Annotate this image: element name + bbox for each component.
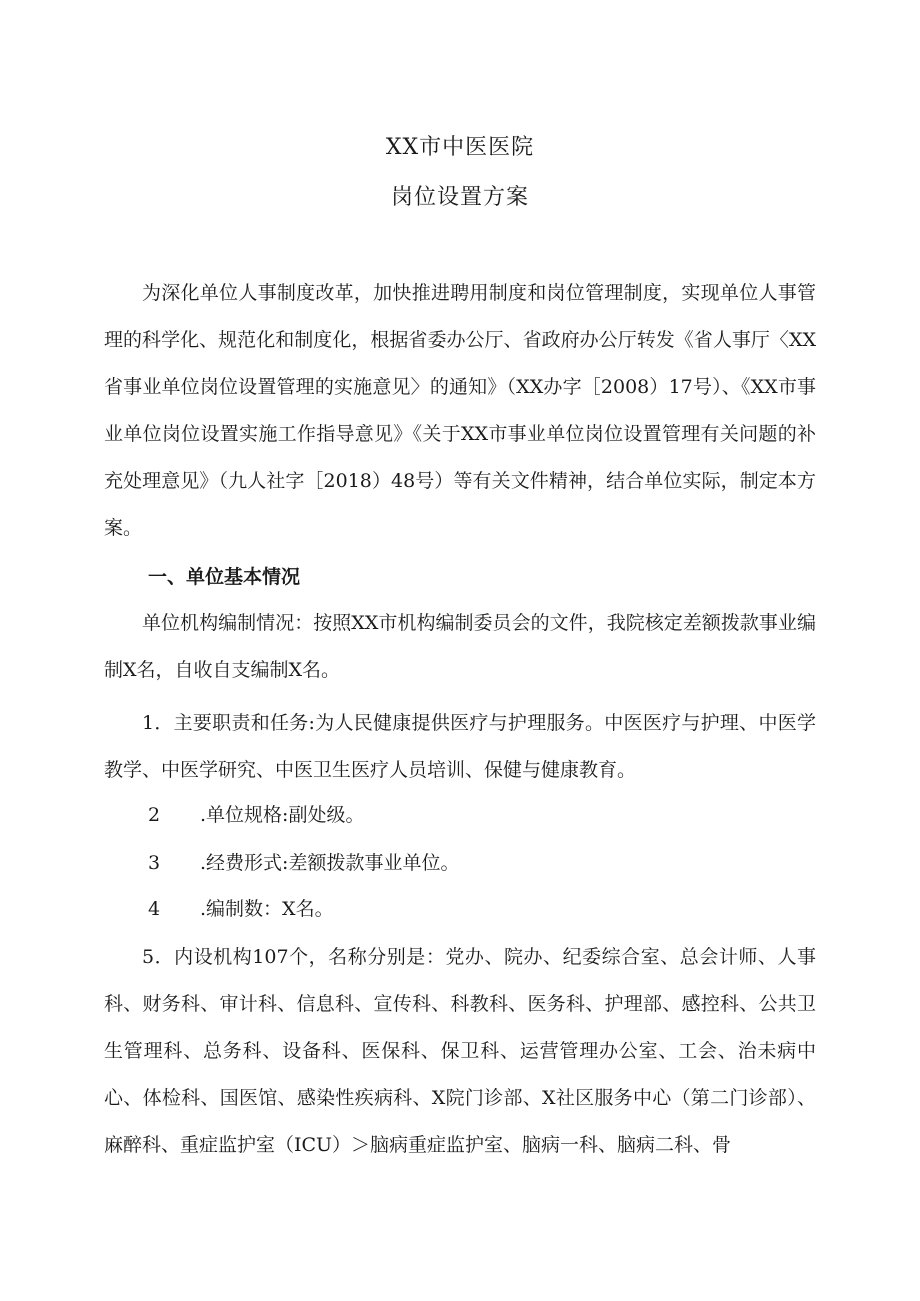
list-item-number: 2 [148, 804, 161, 826]
list-item-text: .编制数：X名。 [200, 898, 334, 920]
list-item-funding [148, 840, 459, 887]
list-item-duties-block [104, 700, 816, 794]
list-item-staffing [148, 886, 334, 933]
list-item-number: 4 [148, 898, 161, 920]
list-item-text: .经费形式:差额拨款事业单位。 [200, 852, 460, 874]
document-title-hospital: XX市中医医院 [385, 135, 535, 160]
list-item-departments: 5．内设机构107个，名称分别是：党办、院办、纪委综合室、总会计师、人事科、财务科、审计科、信息科、宣传科、科教科、医务科、护理部、感控科、公共卫生管理科、总务科、设备科、医保科、保卫科、运营管理办公室、工会、治未病中心、体检科、国医馆、感染性疾病科、X院门诊部、X社区服务中心（第二门诊部）、麻醉科、重症监护室（ICU）＞脑病重症监护室、脑病一科、脑病二科、骨 [104, 946, 816, 1156]
section-heading-basic-info: 一、单位基本情况 [148, 566, 301, 588]
list-item-departments-block [104, 934, 816, 1169]
document-title-plan: 岗位设置方案 [390, 185, 529, 210]
list-item-duties: 1．主要职责和任务:为人民健康提供医疗与护理服务。中医医疗与护理、中医学教学、中医学研究、中医卫生医疗人员培训、保健与健康教育。 [104, 712, 816, 781]
list-item-text: .单位规格:副处级。 [200, 804, 365, 826]
org-paragraph: 单位机构编制情况：按照XX市机构编制委员会的文件，我院核定差额拨款事业编制X名，自收自支编制X名。 [104, 612, 816, 681]
list-item-number: 3 [148, 852, 161, 874]
intro-paragraph-block [104, 270, 816, 552]
list-item-level [148, 792, 364, 839]
intro-paragraph: 为深化单位人事制度改革，加快推进聘用制度和岗位管理制度，实现单位人事管理的科学化、规范化和制度化，根据省委办公厅、省政府办公厅转发《省人事厅〈XX省事业单位岗位设置管理的实施意见〉的通知》（XX办字［2008）17号）、《XX市事业单位岗位设置实施工作指导意见》《关于XX市事业单位岗位设置管理有关问题的补充处理意见》（九人社字［2018）48号）等有关文件精神，结合单位实际，制定本方案。 [104, 282, 816, 539]
org-paragraph-block [104, 600, 816, 694]
